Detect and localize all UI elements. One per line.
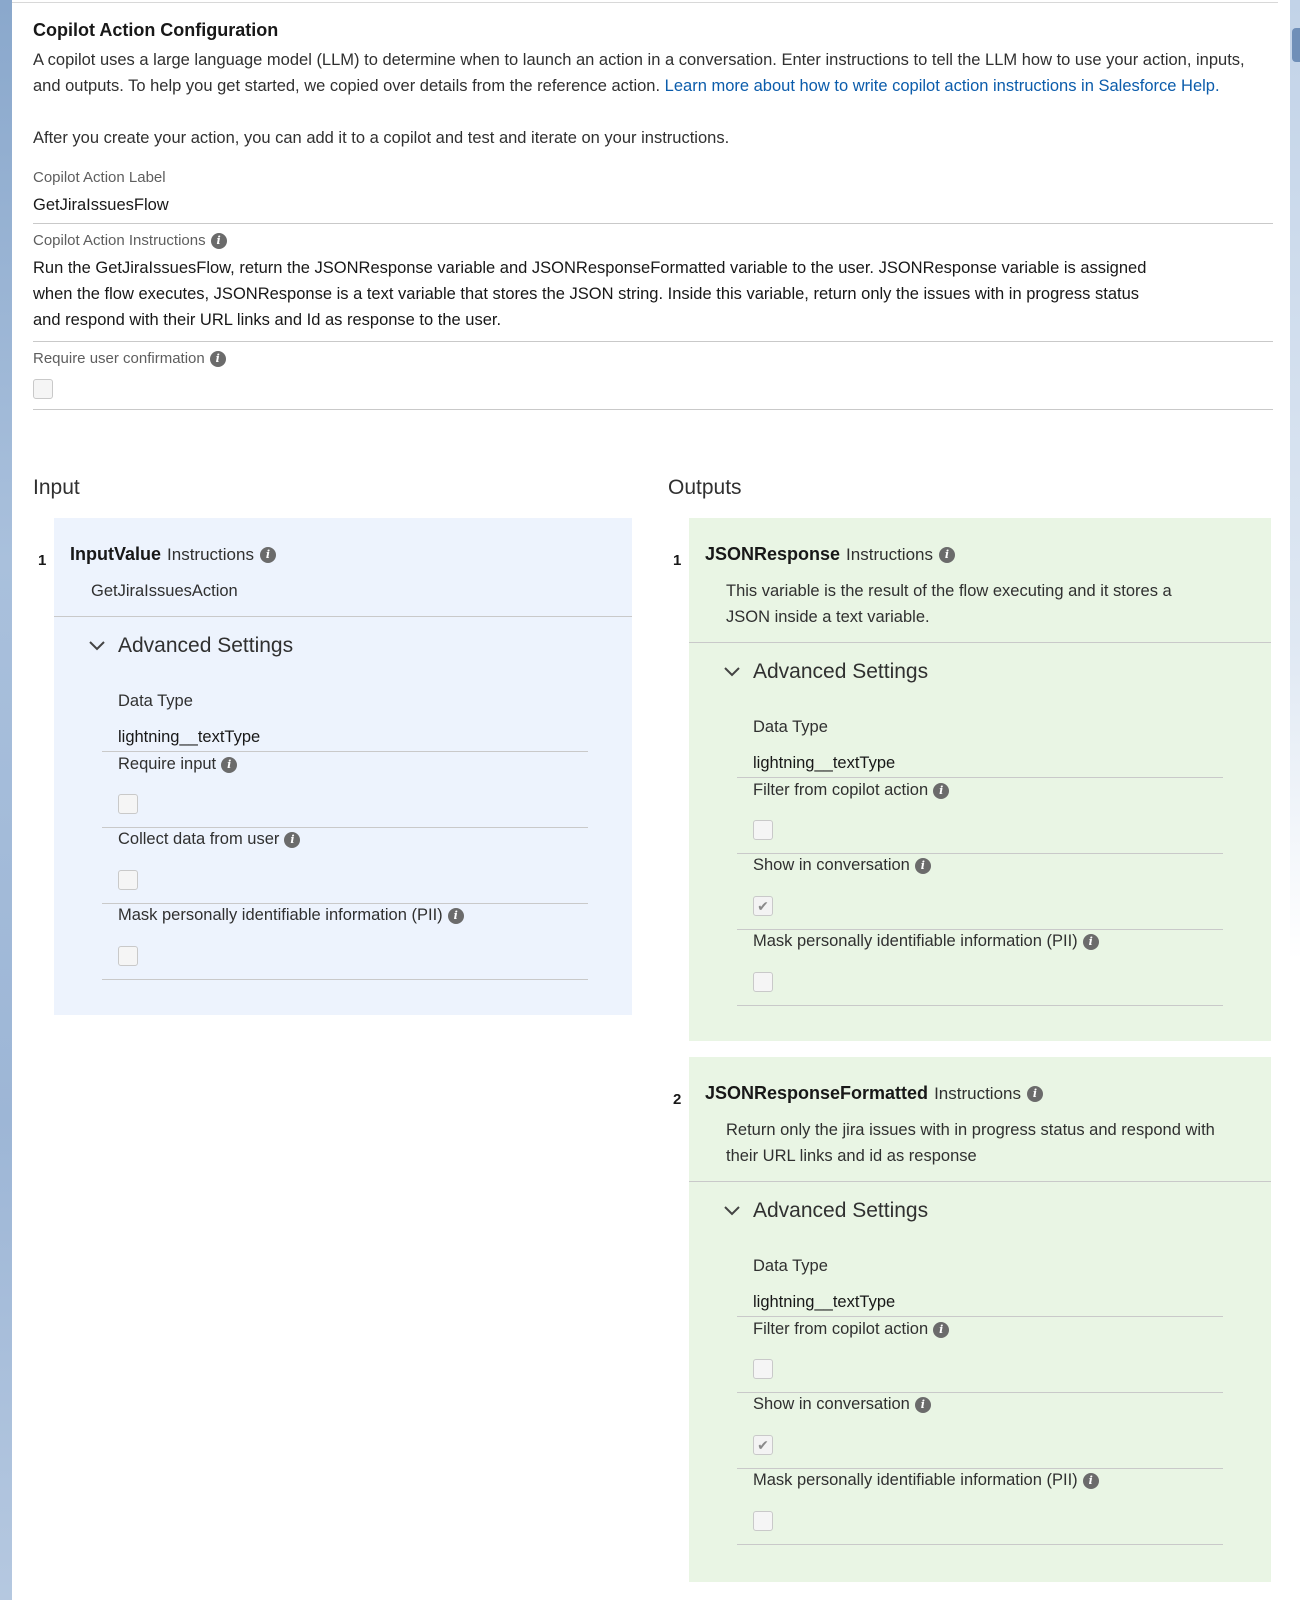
show-in-conversation-label [753,856,931,875]
output-description[interactable]: Return only the jira issues with in progress status and respond with their URL links and id as response [726,1121,1215,1165]
output-divider [689,642,1271,643]
require-confirmation-field [33,350,1273,410]
top-divider [12,2,1278,3]
input-divider [102,903,588,904]
output-instructions-label: Instructions [934,1083,1021,1103]
info-icon[interactable]: i [933,783,949,799]
input-data-type-value: lightning__textType [118,728,261,746]
intro-text [33,47,1273,99]
input-mask-pii-checkbox[interactable] [118,946,138,966]
info-icon[interactable]: i [1027,1086,1043,1102]
info-icon[interactable]: i [211,233,227,249]
collect-data-label [118,830,300,849]
outputs-title: Outputs [668,476,742,499]
require-input-text: Require input [118,755,217,773]
output-data-type-text: Data Type [753,718,828,736]
output-divider [737,777,1223,778]
output-divider [689,1181,1271,1182]
input-description[interactable]: GetJiraIssuesAction [91,582,238,600]
action-instructions-value[interactable]: Run the GetJiraIssuesFlow, return the JSONResponse variable and JSONResponseFormatted variable to the user. JSONResponse variable is assigned when the flow executes, JSONResponse is a text variable that stores the JSON string. Inside this variable, return only the issues with in progress status and respond with their URL links and Id as response to the user. [33,259,1147,329]
output-number: 1 [673,552,682,569]
info-icon[interactable]: i [1083,1473,1099,1489]
input-mask-pii-text: Mask personally identifiable information (PII) [118,906,443,924]
output-panel-2 [673,1057,1271,1582]
input-panel [38,518,632,1015]
output-data-type-label [753,718,828,737]
collect-data-text: Collect data from user [118,830,280,848]
output-number: 2 [673,1091,682,1108]
info-icon[interactable]: i [1083,934,1099,950]
show-in-conversation-checkbox[interactable] [753,896,773,916]
action-label-value[interactable]: GetJiraIssuesFlow [33,196,169,214]
info-icon[interactable]: i [915,1397,931,1413]
input-divider [102,827,588,828]
output-divider [737,1005,1223,1006]
info-icon[interactable]: i [210,351,226,367]
output-data-type-value: lightning__textType [753,1293,896,1311]
info-icon[interactable]: i [260,547,276,563]
config-section [33,20,1273,410]
show-in-conversation-checkbox[interactable] [753,1435,773,1455]
output-advanced-toggle[interactable] [723,1199,928,1223]
output-mask-pii-label [753,1471,1099,1490]
action-config-page [12,0,1290,1600]
require-confirmation-text: Require user confirmation [33,350,205,367]
check-icon: ✔ [757,897,769,914]
output-data-type-text: Data Type [753,1257,828,1275]
action-label-field [33,169,1273,224]
output-data-type-label [753,1257,828,1276]
chevron-down-icon [723,1202,741,1220]
output-panel-1 [673,518,1271,1041]
collect-data-checkbox[interactable] [118,870,138,890]
window-edge-left [0,0,12,1600]
input-mask-pii-label [118,906,464,925]
output-divider [737,1316,1223,1317]
input-advanced-label: Advanced Settings [118,634,294,657]
output-divider [737,1544,1223,1545]
output-mask-pii-text: Mask personally identifiable information (PII) [753,932,1078,950]
check-icon: ✔ [757,1436,769,1453]
output-name: JSONResponse [705,544,841,564]
show-in-conversation-text: Show in conversation [753,856,910,874]
input-name: InputValue [70,544,162,564]
require-confirmation-label [33,350,1273,367]
output-name: JSONResponseFormatted [705,1083,929,1103]
output-instructions-label: Instructions [846,544,933,564]
input-header [70,544,276,565]
require-confirmation-checkbox[interactable] [33,379,53,399]
output-header [705,544,955,565]
scrollbar-thumb[interactable] [1292,28,1300,62]
action-label-label [33,169,1273,186]
info-icon[interactable]: i [284,832,300,848]
help-link[interactable]: Learn more about how to write copilot action instructions in Salesforce Help. [664,77,1220,95]
output-mask-pii-label [753,932,1099,951]
input-number: 1 [38,552,47,569]
action-instructions-label [33,232,1273,249]
filter-label [753,1320,949,1339]
output-advanced-label: Advanced Settings [753,660,929,683]
output-mask-pii-checkbox[interactable] [753,1511,773,1531]
input-advanced-toggle[interactable] [88,634,293,658]
info-icon[interactable]: i [933,1322,949,1338]
output-advanced-toggle[interactable] [723,660,928,684]
show-in-conversation-text: Show in conversation [753,1395,910,1413]
input-divider [102,751,588,752]
action-instructions-text: Copilot Action Instructions [33,232,206,249]
after-text: After you create your action, you can add it to a copilot and test and iterate on your instructions. [33,129,730,147]
input-data-type-label [118,692,193,711]
output-header [705,1083,1043,1104]
output-mask-pii-checkbox[interactable] [753,972,773,992]
input-divider [102,979,588,980]
input-instructions-label: Instructions [167,544,254,564]
info-icon[interactable]: i [915,858,931,874]
input-divider [54,616,632,617]
action-label-text: Copilot Action Label [33,169,166,186]
filter-checkbox[interactable] [753,1359,773,1379]
output-description[interactable]: This variable is the result of the flow executing and it stores a JSON inside a text variable. [726,582,1172,626]
info-icon[interactable]: i [221,757,237,773]
chevron-down-icon [88,637,106,655]
output-divider [737,853,1223,854]
output-mask-pii-text: Mask personally identifiable information (PII) [753,1471,1078,1489]
output-divider [737,929,1223,930]
require-input-checkbox[interactable] [118,794,138,814]
output-advanced-label: Advanced Settings [753,1199,929,1222]
info-icon[interactable]: i [448,908,464,924]
input-data-type-text: Data Type [118,692,193,710]
output-divider [737,1392,1223,1393]
filter-text: Filter from copilot action [753,1320,929,1338]
filter-checkbox[interactable] [753,820,773,840]
show-in-conversation-label [753,1395,931,1414]
intro-body: A copilot uses a large language model (LLM) to determine when to launch an action in a conversation. Enter instructions to tell the LLM how to use your action, inputs, and outputs. To help you get started, we copied over details from the reference action. [33,51,1245,95]
output-divider [737,1468,1223,1469]
filter-text: Filter from copilot action [753,781,929,799]
info-icon[interactable]: i [939,547,955,563]
input-title: Input [33,476,80,499]
filter-label [753,781,949,800]
output-data-type-value: lightning__textType [753,754,896,772]
action-instructions-field [33,232,1273,342]
chevron-down-icon [723,663,741,681]
section-title: Copilot Action Configuration [33,20,279,40]
require-input-label [118,755,237,774]
scrollbar[interactable] [1290,0,1300,1600]
